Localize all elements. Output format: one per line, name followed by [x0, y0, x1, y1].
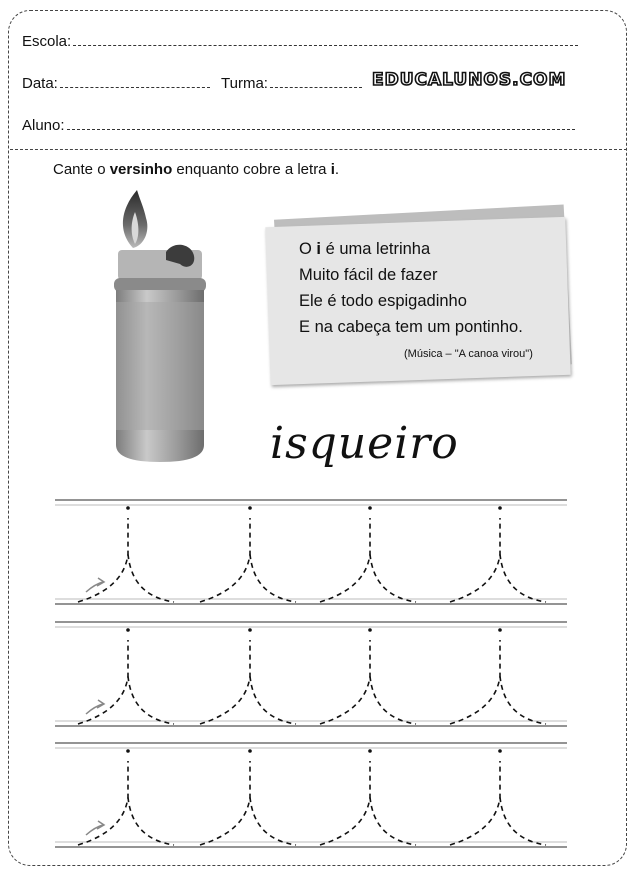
- letter-i-dot: [248, 628, 252, 632]
- letter-i-dot: [248, 506, 252, 510]
- aluno-label: Aluno:: [22, 117, 65, 134]
- instruction-text: Cante o versinho enquanto cobre a letra i.: [53, 161, 340, 178]
- letter-i-trace[interactable]: [450, 518, 546, 602]
- aluno-field: [22, 117, 575, 134]
- escola-label: Escola:: [22, 33, 72, 50]
- letter-i-trace[interactable]: [320, 518, 416, 602]
- turma-label: Turma:: [221, 75, 268, 92]
- poem: [299, 236, 523, 340]
- letter-i-trace[interactable]: [450, 761, 546, 845]
- letter-i-dot: [126, 749, 130, 753]
- lighter-illustration: [100, 190, 220, 470]
- data-label: Data:: [22, 75, 58, 92]
- poem-line-2: Muito fácil de fazer: [299, 266, 438, 284]
- letter-i-trace[interactable]: [320, 761, 416, 845]
- letter-i-dot: [126, 506, 130, 510]
- tracing-area[interactable]: [0, 490, 637, 860]
- poem-line-3: Ele é todo espigadinho: [299, 292, 467, 310]
- letter-i-trace[interactable]: [320, 640, 416, 724]
- header-separator: [10, 149, 627, 150]
- letter-i-dot: [368, 628, 372, 632]
- escola-line[interactable]: [73, 33, 578, 46]
- aluno-line[interactable]: [67, 117, 575, 130]
- data-line[interactable]: [60, 75, 210, 88]
- educalunos-logo: EDUCALUNOS.COM: [372, 70, 567, 90]
- escola-field: [22, 33, 578, 50]
- letter-i-trace[interactable]: [78, 761, 174, 845]
- letter-i-dot: [126, 628, 130, 632]
- letter-i-dot: [498, 749, 502, 753]
- letter-i-dot: [498, 628, 502, 632]
- letter-i-trace[interactable]: [200, 518, 296, 602]
- poem-line-1: O i é uma letrinha: [299, 240, 431, 258]
- letter-i-trace[interactable]: [78, 518, 174, 602]
- letter-i-trace[interactable]: [78, 640, 174, 724]
- letter-i-dot: [368, 506, 372, 510]
- letter-i-trace[interactable]: [200, 761, 296, 845]
- cursive-word: isqueiro: [270, 418, 459, 469]
- letter-i-dot: [368, 749, 372, 753]
- letter-i-dot: [498, 506, 502, 510]
- poem-line-4: E na cabeça tem um pontinho.: [299, 318, 523, 336]
- letter-i-trace[interactable]: [200, 640, 296, 724]
- data-field: [22, 75, 210, 92]
- poem-credit: (Música – "A canoa virou"): [404, 348, 533, 360]
- turma-field: [221, 75, 362, 92]
- letter-i-trace[interactable]: [450, 640, 546, 724]
- turma-line[interactable]: [270, 75, 362, 88]
- letter-i-dot: [248, 749, 252, 753]
